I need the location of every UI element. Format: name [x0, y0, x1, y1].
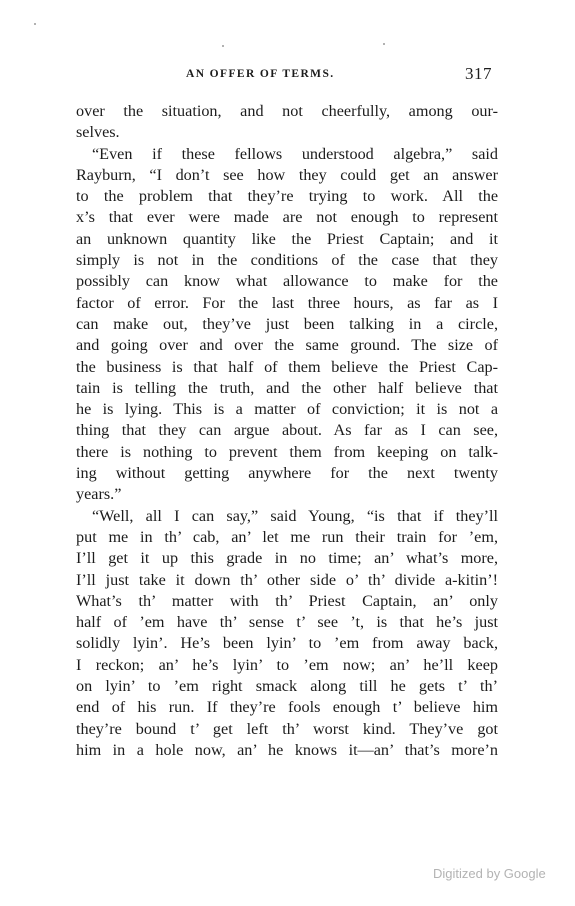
- scan-speck: [34, 23, 36, 25]
- text-line: he is lying. This is a matter of conviction; it is not a: [76, 400, 498, 419]
- text-line: simply is not in the conditions of the case that they: [76, 251, 498, 270]
- text-line: What’s th’ matter with th’ Priest Captain, an’ only: [76, 591, 498, 610]
- text-line: possibly can know what allowance to make for the: [76, 272, 498, 291]
- text-line: to the problem that they’re trying to work. All the: [76, 187, 498, 206]
- text-line: tain is telling the truth, and the other half believe that: [76, 378, 498, 397]
- text-line: on lyin’ to ’em right smack along till he gets t’ th’: [76, 677, 498, 696]
- text-line: “Well, all I can say,” said Young, “is that if they’ll: [92, 506, 498, 525]
- text-line: him in a hole now, an’ he knows it—an’ that’s more’n: [76, 740, 498, 759]
- text-line: half of ’em have th’ sense t’ see ’t, is that he’s just: [76, 613, 498, 632]
- body-text: [76, 101, 498, 761]
- text-line: years.”: [76, 485, 122, 504]
- text-line: ing without getting anywhere for the next twenty: [76, 464, 498, 483]
- text-line: x’s that ever were made are not enough to represent: [76, 208, 498, 227]
- text-line: put me in th’ cab, an’ let me run their train for ’em,: [76, 527, 498, 546]
- text-line: there is nothing to prevent them from keeping on talk-: [76, 442, 498, 461]
- text-line: and going over and over the same ground. The size of: [76, 336, 498, 355]
- text-line: can make out, they’ve just been talking in a circle,: [76, 314, 498, 333]
- text-line: solidly lyin’. He’s been lyin’ to ’em from away back,: [76, 634, 498, 653]
- text-line: Rayburn, “I don’t see how they could get an answer: [76, 165, 498, 184]
- running-head: AN OFFER OF TERMS.: [186, 68, 335, 80]
- text-line: an unknown quantity like the Priest Captain; and it: [76, 229, 498, 248]
- digitized-watermark: Digitized by Google: [433, 866, 546, 881]
- text-line: I reckon; an’ he’s lyin’ to ’em now; an’ he’ll keep: [76, 655, 498, 674]
- text-line: end of his run. If they’re fools enough t’ believe him: [76, 698, 498, 717]
- scan-speck: [222, 45, 224, 47]
- text-line: over the situation, and not cheerfully, among our-: [76, 102, 498, 120]
- page-header: [0, 64, 575, 88]
- text-line: selves.: [76, 123, 120, 142]
- text-line: the business is that half of them believe the Priest Cap-: [76, 357, 498, 376]
- scan-speck: [383, 43, 385, 45]
- text-line: thing that they can argue about. As far as I can see,: [76, 421, 498, 440]
- text-line: I’ll get it up this grade in no time; an’ what’s more,: [76, 549, 498, 568]
- text-line: “Even if these fellows understood algebra,” said: [92, 144, 498, 163]
- text-line: factor of error. For the last three hours, as far as I: [76, 293, 498, 312]
- text-line: I’ll just take it down th’ other side o’ th’ divide a-kitin’!: [76, 570, 498, 589]
- page-number: 317: [465, 64, 492, 83]
- text-line: they’re bound t’ get left th’ worst kind. They’ve got: [76, 719, 498, 738]
